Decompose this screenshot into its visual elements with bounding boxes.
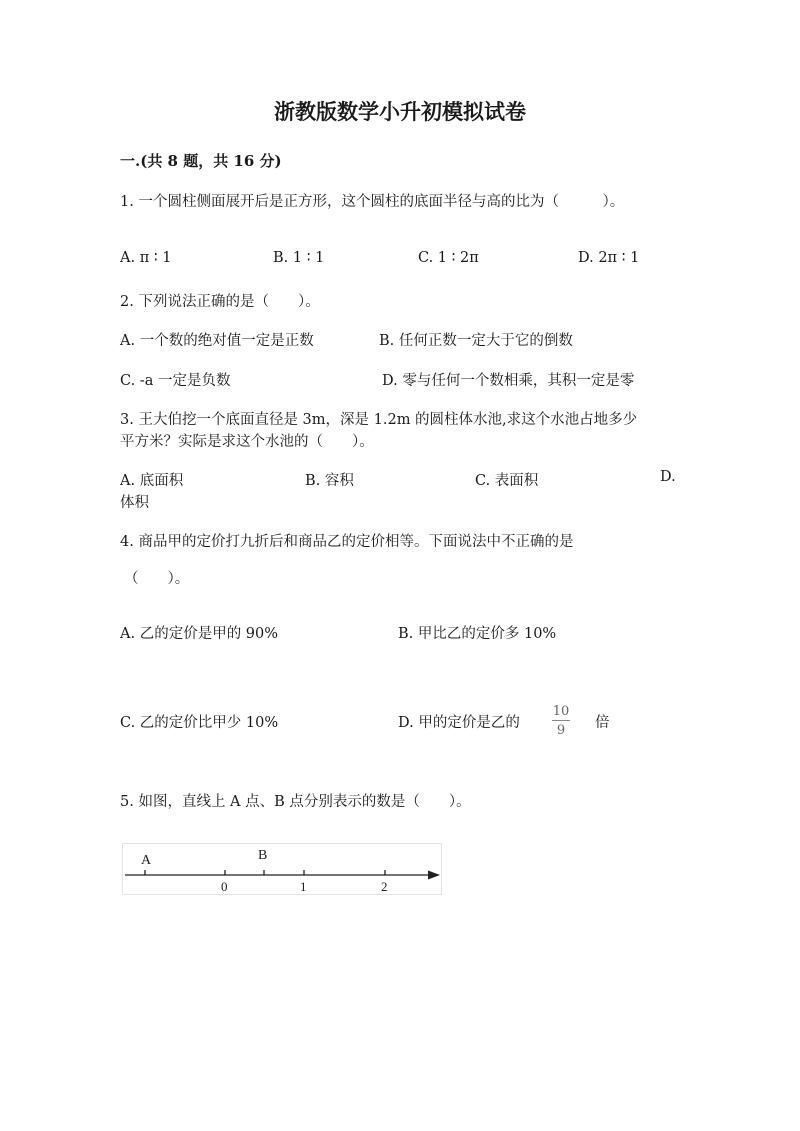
question-2-option-c[interactable]: C. -a 一定是负数 bbox=[120, 373, 231, 389]
question-1-option-c[interactable]: C. 1 ∶ 2π bbox=[418, 250, 479, 266]
number-line-figure bbox=[122, 843, 442, 895]
question-3-option-c[interactable]: C. 表面积 bbox=[475, 473, 539, 489]
question-2-option-d[interactable]: D. 零与任何一个数相乘，其积一定是零 bbox=[382, 373, 635, 389]
fraction-ten-ninths bbox=[552, 705, 570, 737]
page-title: 浙教版数学小升初模拟试卷 bbox=[274, 99, 526, 124]
question-4-text-line1: 4. 商品甲的定价打九折后和商品乙的定价相等。下面说法中不正确的是 bbox=[120, 534, 574, 550]
question-4-option-c[interactable]: C. 乙的定价比甲少 10% bbox=[120, 715, 279, 731]
question-3-option-a[interactable]: A. 底面积 bbox=[120, 473, 184, 489]
number-line-svg bbox=[122, 843, 442, 895]
fraction-denominator: 9 bbox=[556, 723, 566, 738]
question-1-option-a[interactable]: A. π ∶ 1 bbox=[120, 250, 172, 266]
question-5-text: 5. 如图，直线上 A 点、B 点分别表示的数是（ ）。 bbox=[120, 794, 471, 810]
tick-label-two: 2 bbox=[381, 879, 388, 894]
question-3-text-line2: 平方米？实际是求这个水池的（ ）。 bbox=[120, 434, 374, 450]
question-3-option-b[interactable]: B. 容积 bbox=[305, 473, 354, 489]
point-label-b: B bbox=[258, 848, 268, 863]
fraction-numerator: 10 bbox=[552, 704, 570, 719]
question-1-option-b[interactable]: B. 1 ∶ 1 bbox=[273, 250, 325, 266]
question-2-option-a[interactable]: A. 一个数的绝对值一定是正数 bbox=[120, 333, 314, 349]
section-header: 一.(共 8 题，共 16 分) bbox=[120, 152, 282, 170]
figure-frame bbox=[123, 844, 442, 895]
question-1-text: 1. 一个圆柱侧面展开后是正方形，这个圆柱的底面半径与高的比为（ ）。 bbox=[120, 194, 625, 210]
question-4-option-a[interactable]: A. 乙的定价是甲的 90% bbox=[120, 626, 279, 642]
question-4-option-b[interactable]: B. 甲比乙的定价多 10% bbox=[398, 626, 557, 642]
question-4-text-line2: （ ）。 bbox=[124, 571, 190, 587]
tick-label-one: 1 bbox=[300, 879, 307, 894]
point-label-a: A bbox=[141, 853, 152, 868]
question-3-option-d[interactable]: D. bbox=[660, 469, 676, 485]
question-1-option-d[interactable]: D. 2π ∶ 1 bbox=[578, 250, 640, 266]
question-4-option-d[interactable]: D. 甲的定价是乙的 bbox=[398, 715, 520, 731]
question-2-text: 2. 下列说法正确的是（ ）。 bbox=[120, 294, 320, 310]
question-3-text-line1: 3. 王大伯挖一个底面直径是 3m，深是 1.2m 的圆柱体水池,求这个水池占地多少 bbox=[120, 412, 638, 428]
question-2-option-b[interactable]: B. 任何正数一定大于它的倒数 bbox=[379, 333, 573, 349]
question-4-option-d-suffix: 倍 bbox=[595, 715, 610, 731]
tick-label-zero: 0 bbox=[221, 879, 228, 894]
question-3-option-d-continued: 体积 bbox=[120, 495, 149, 511]
